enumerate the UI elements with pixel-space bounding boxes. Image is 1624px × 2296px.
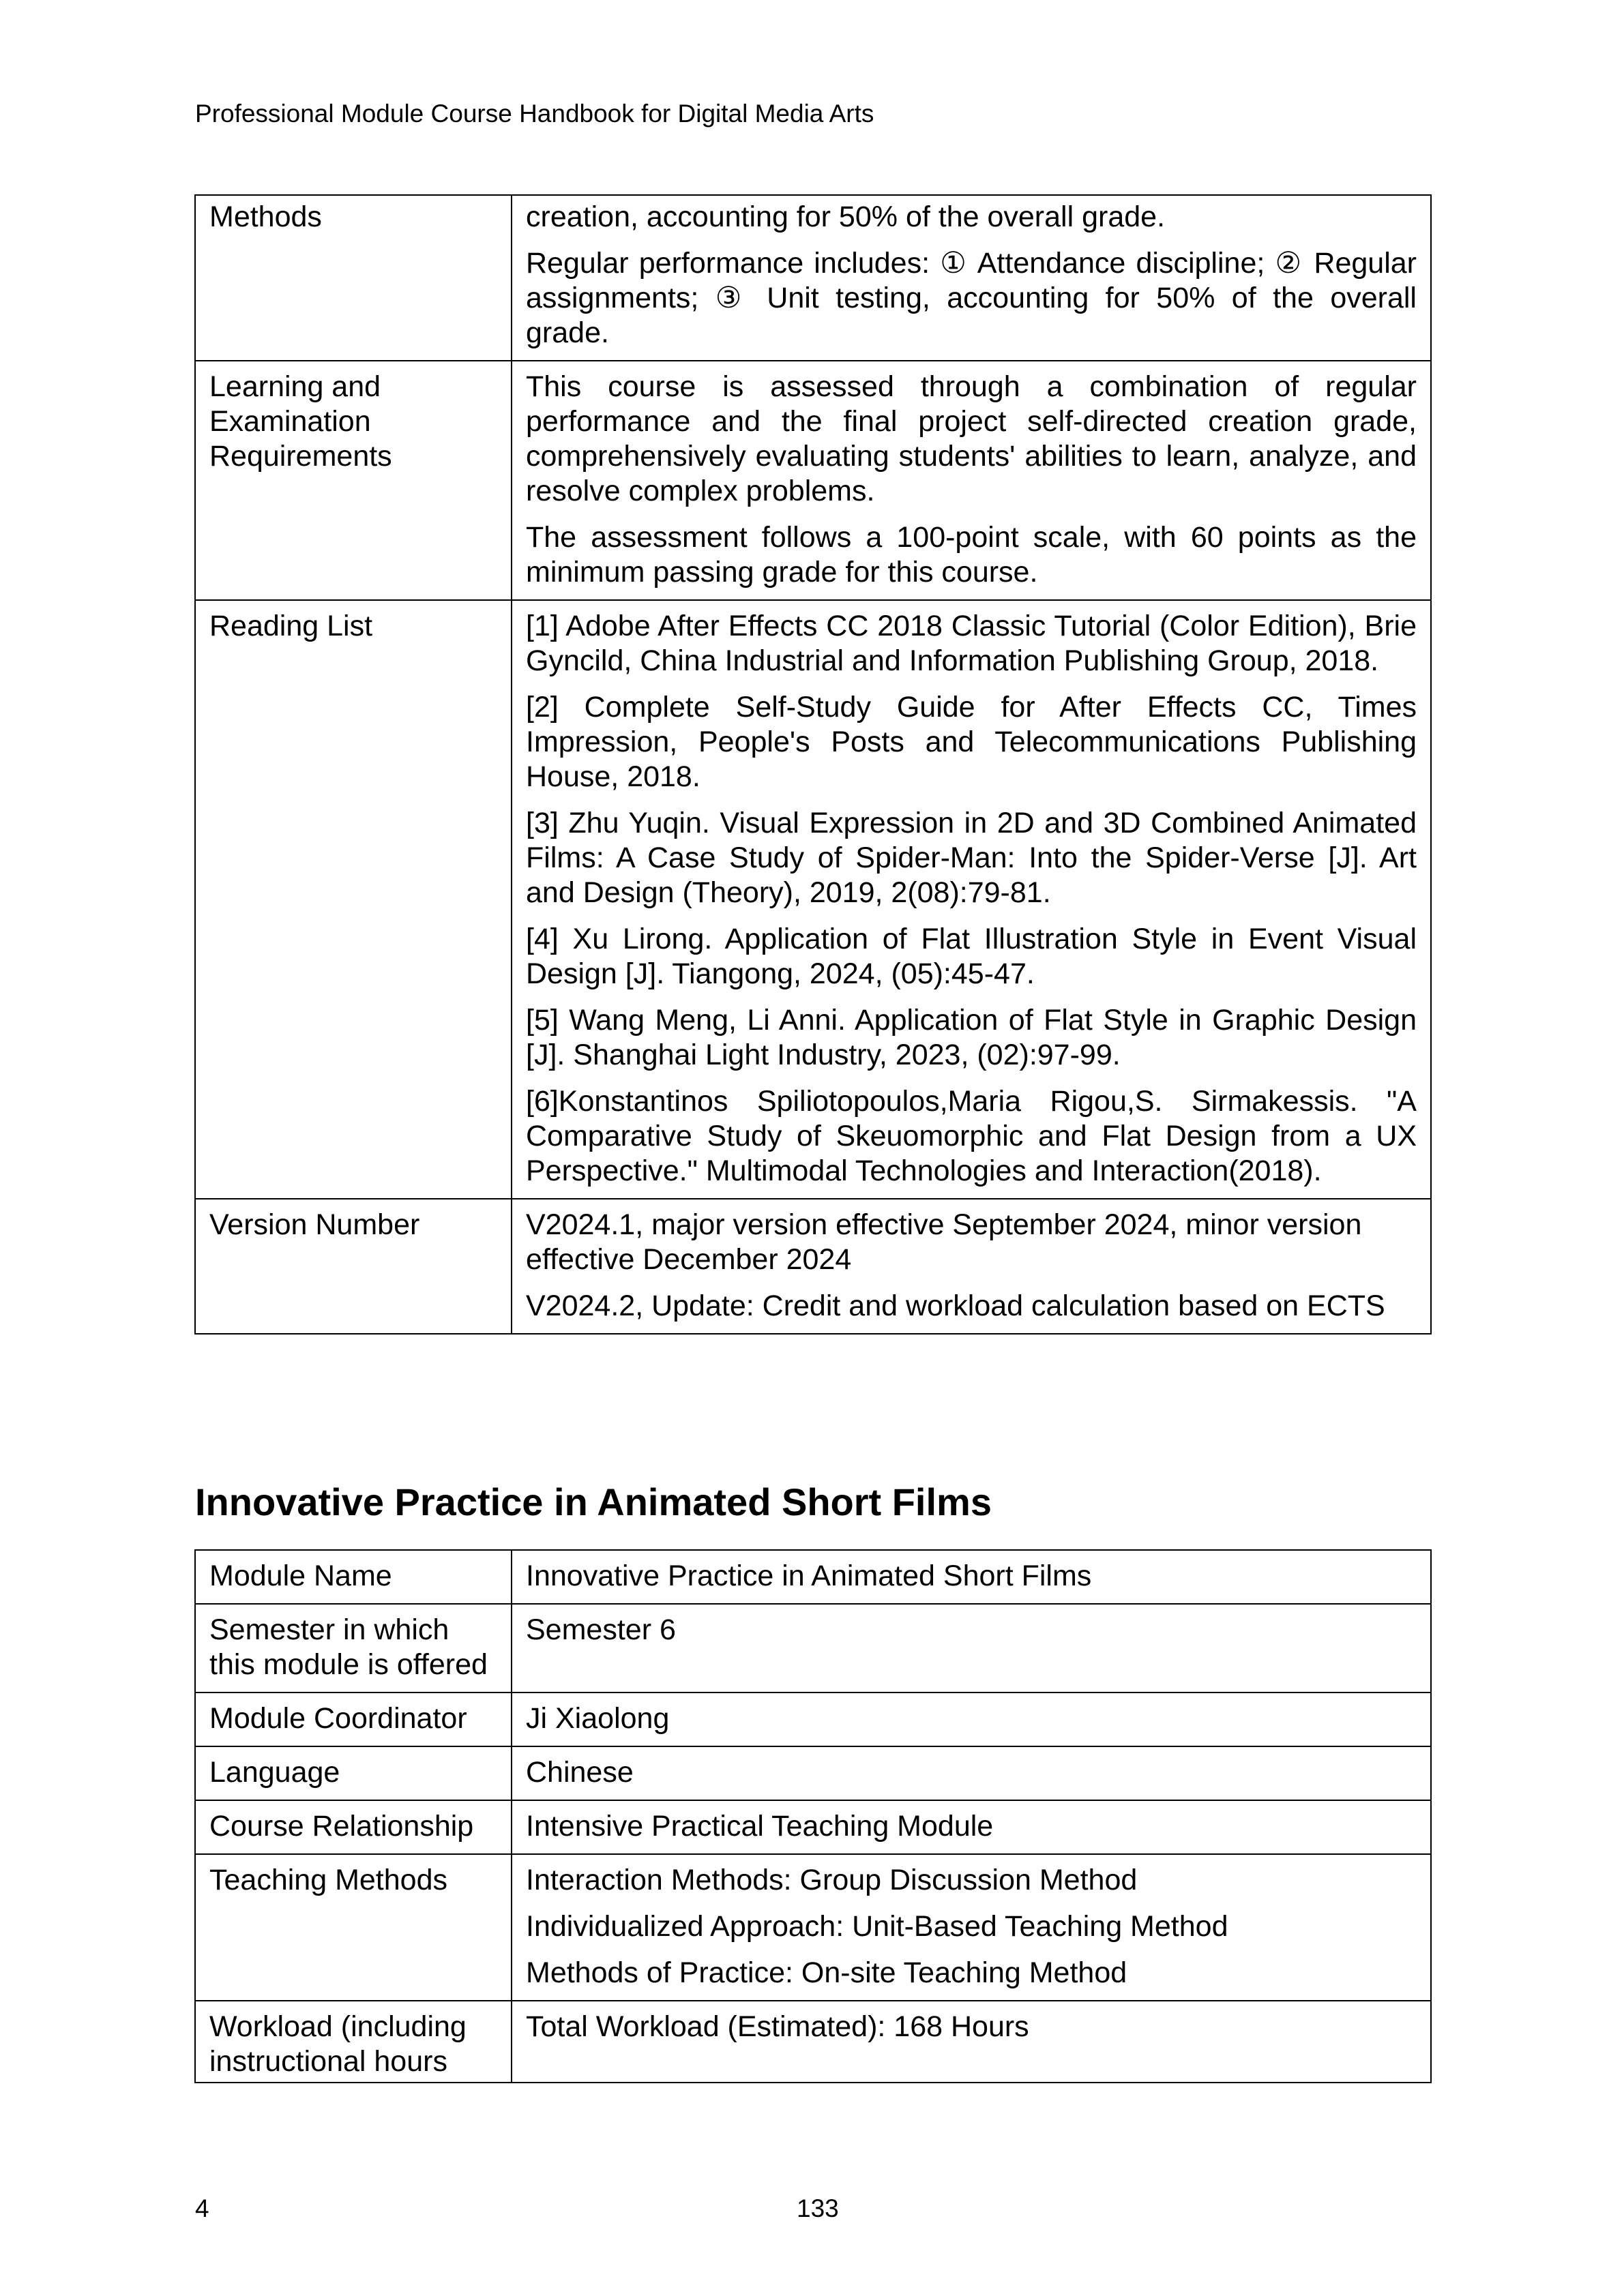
running-header: Professional Module Course Handbook for Digital Media Arts — [195, 100, 874, 128]
page-number: 133 — [797, 2194, 839, 2222]
row-label-workload: Workload (including instructional hours — [195, 2001, 512, 2083]
row-value-methods: creation, accounting for 50% of the overall grade. Regular performance includes: ① Attendance discipline; ② Regular assignments; ③ Unit testing, accounting for 50% of the overall grade. — [512, 195, 1431, 361]
section-heading: Innovative Practice in Animated Short Films — [195, 1480, 992, 1523]
row-label-semester: Semester in which this module is offered — [195, 1604, 512, 1693]
row-value-module-name: Innovative Practice in Animated Short Films — [512, 1550, 1431, 1604]
table-row — [195, 600, 1431, 1199]
row-value-version: V2024.1, major version effective September 2024, minor version effective December 2024 V2024.2, Update: Credit and workload calculation based on ECTS — [512, 1199, 1431, 1334]
table-row — [195, 361, 1431, 600]
table-row — [195, 1604, 1431, 1693]
reference-item: [5] Wang Meng, Li Anni. Application of Flat Style in Graphic Design [J]. Shanghai Light Industry, 2023, (02):97-99. — [526, 1004, 1417, 1071]
row-value-coordinator: Ji Xiaolong — [512, 1693, 1431, 1746]
row-label-teaching-methods: Teaching Methods — [195, 1854, 512, 2001]
row-label-methods: Methods — [195, 195, 512, 361]
table-row — [195, 1854, 1431, 2001]
table-row — [195, 1693, 1431, 1746]
reference-item: [6]Konstantinos Spiliotopoulos,Maria Rigou,S. Sirmakessis. "A Comparative Study of Skeuomorphic and Flat Design from a UX Perspective." Multimodal Technologies and Interaction(2018). — [526, 1085, 1417, 1187]
table-row — [195, 195, 1431, 361]
reference-item: [1] Adobe After Effects CC 2018 Classic Tutorial (Color Edition), Brie Gyncild, China Industrial and Information Publishing Group, 2018. — [526, 610, 1417, 677]
table-row — [195, 1550, 1431, 1604]
row-value-reading-list — [512, 600, 1431, 1199]
table-row — [195, 2001, 1431, 2083]
row-value-language: Chinese — [512, 1746, 1431, 1800]
module-table-previous — [194, 194, 1432, 1335]
table-row — [195, 1800, 1431, 1854]
reference-item: [2] Complete Self-Study Guide for After Effects CC, Times Impression, People's Posts and Telecommunications Publishing House, 2018. — [526, 691, 1417, 793]
row-value-workload: Total Workload (Estimated): 168 Hours — [512, 2001, 1431, 2083]
footer-left-number: 4 — [195, 2194, 209, 2222]
row-label-coordinator: Module Coordinator — [195, 1693, 512, 1746]
reference-item: [4] Xu Lirong. Application of Flat Illustration Style in Event Visual Design [J]. Tiangong, 2024, (05):45-47. — [526, 923, 1417, 990]
row-label-language: Language — [195, 1746, 512, 1800]
row-label-course-relationship: Course Relationship — [195, 1800, 512, 1854]
row-value-requirements: This course is assessed through a combination of regular performance and the final project self-directed creation grade, comprehensively evaluating students' abilities to learn, analyze, and resolve complex problems. The assessment follows a 100-point scale, with 60 points as the minimum passing grade for this course. — [512, 361, 1431, 600]
reference-item: [3] Zhu Yuqin. Visual Expression in 2D and 3D Combined Animated Films: A Case Study of Spider-Man: Into the Spider-Verse [J]. Art and Design (Theory), 2019, 2(08):79-81. — [526, 807, 1417, 909]
row-value-teaching-methods: Interaction Methods: Group Discussion Method Individualized Approach: Unit-Based Teaching Method Methods of Practice: On-site Teaching Method — [512, 1854, 1431, 2001]
row-label-version: Version Number — [195, 1199, 512, 1334]
module-table-animated-short-films — [194, 1549, 1432, 2083]
row-label-requirements: Learning and Examination Requirements — [195, 361, 512, 600]
row-value-course-relationship: Intensive Practical Teaching Module — [512, 1800, 1431, 1854]
table-row — [195, 1199, 1431, 1334]
row-value-semester: Semester 6 — [512, 1604, 1431, 1693]
row-label-module-name: Module Name — [195, 1550, 512, 1604]
row-label-reading-list: Reading List — [195, 600, 512, 1199]
table-row — [195, 1746, 1431, 1800]
